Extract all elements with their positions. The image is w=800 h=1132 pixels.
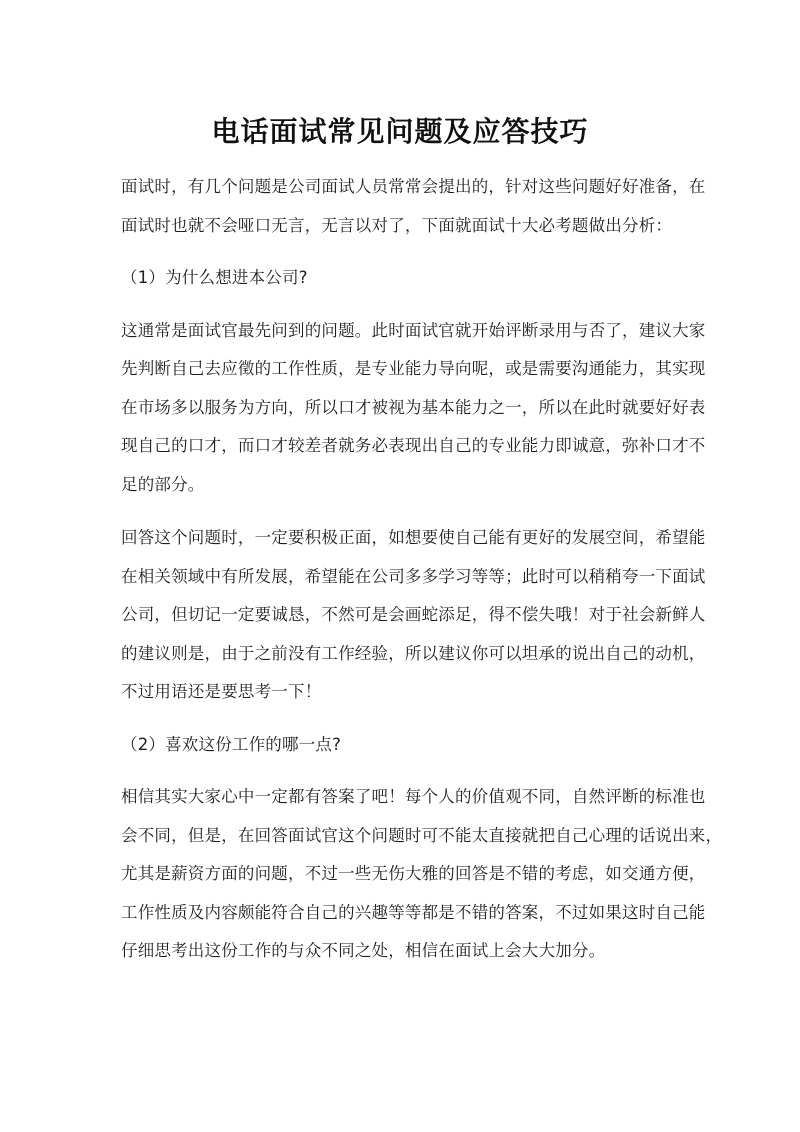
paragraph-line: 公司，但切记一定要诚恳，不然可是会画蛇添足，得不偿失哦！对于社会新鲜人 xyxy=(121,605,706,624)
paragraph-line: 的建议则是，由于之前没有工作经验，所以建议你可以坦承的说出自己的动机， xyxy=(121,643,706,663)
paragraph-line: 现自己的口才，而口才较差者就务必表现出自己的专业能力即诚意，弥补口才不 xyxy=(121,436,706,455)
intro-paragraph xyxy=(121,168,706,245)
question-1-paragraph-1 xyxy=(121,312,706,505)
paragraph-line: 在市场多以服务为方向，所以口才被视为基本能力之一，所以在此时就要好好表 xyxy=(121,397,706,417)
paragraph-line: 工作性质及内容颇能符合自己的兴趣等等都是不错的答案，不过如果这时自己能 xyxy=(121,902,706,922)
paragraph-line: 足的部分。 xyxy=(121,474,205,494)
paragraph-line: 仔细思考出这份工作的与众不同之处，相信在面试上会大大加分。 xyxy=(121,941,606,960)
paragraph-line: 尤其是薪资方面的问题，不过一些无伤大雅的回答是不错的考虑，如交通方便， xyxy=(121,864,706,883)
paragraph-line: 先判断自己去应徵的工作性质，是专业能力导向呢，或是需要沟通能力，其实现 xyxy=(121,359,706,378)
document-title: 电话面试常见问题及应答技巧 xyxy=(211,115,589,148)
paragraph-line: 不过用语还是要思考一下！ xyxy=(121,682,322,701)
question-2-paragraph-1 xyxy=(121,778,723,971)
paragraph-line: 面试时，有几个问题是公司面试人员常常会提出的，针对这些问题好好准备，在 xyxy=(121,177,706,196)
paragraph-line: 面试时也就不会哑口无言，无言以对了，下面就面试十大必考题做出分析： xyxy=(121,215,673,235)
question-1-paragraph-2 xyxy=(121,519,706,712)
document-body xyxy=(121,168,723,971)
paragraph-line: 会不同，但是，在回答面试官这个问题时可不能太直接就把自己心理的话说出来， xyxy=(121,825,723,845)
paragraph-line: 在相关领域中有所发展，希望能在公司多多学习等等；此时可以稍稍夸一下面试 xyxy=(121,566,706,586)
question-2-heading: （2）喜欢这份工作的哪一点? xyxy=(121,734,342,754)
paragraph-line: 回答这个问题时，一定要积极正面，如想要使自己能有更好的发展空间，希望能 xyxy=(121,528,706,547)
question-1-heading: （1）为什么想进本公司? xyxy=(121,268,308,287)
paragraph-line: 相信其实大家心中一定都有答案了吧！每个人的价值观不同，自然评断的标准也 xyxy=(121,787,706,806)
paragraph-line: 这通常是面试官最先问到的问题。此时面试官就开始评断录用与否了，建议大家 xyxy=(121,320,706,340)
